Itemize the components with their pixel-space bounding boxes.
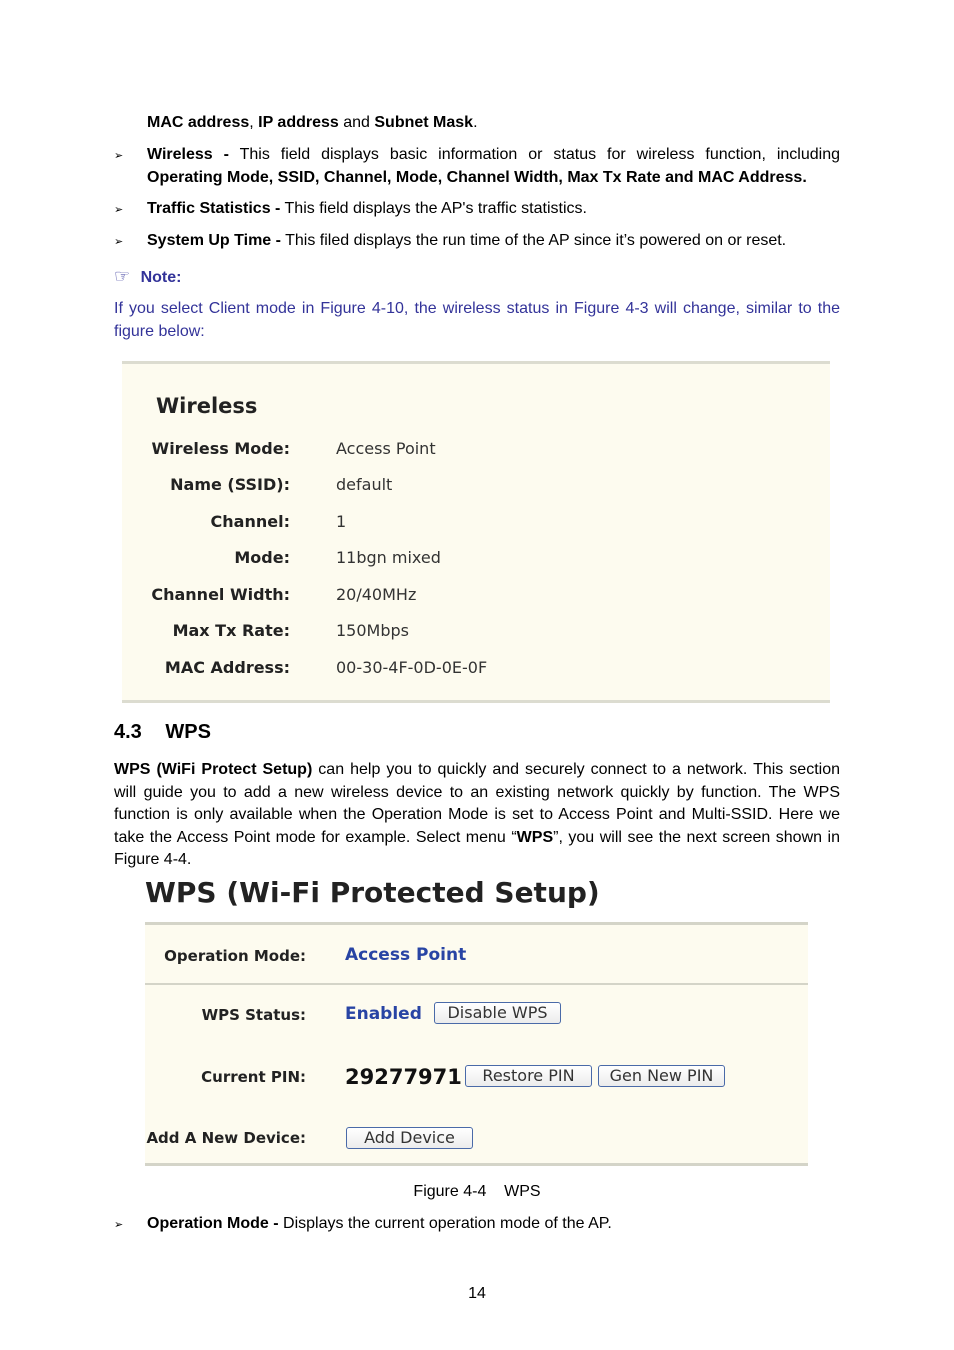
bullet-wireless-term: Wireless - (147, 146, 229, 163)
wps-panel (145, 922, 808, 1166)
wps-status-label: WPS Status: (201, 1006, 306, 1024)
bullet-uptime-term: System Up Time - (147, 232, 281, 249)
wps-term: WPS (WiFi Protect Setup) (114, 761, 313, 778)
operation-mode-label: Operation Mode: (164, 947, 306, 965)
conjunction: and (338, 114, 375, 131)
note-heading (114, 266, 181, 287)
max-tx-rate-value: 150Mbps (336, 621, 409, 640)
ssid-label: Name (SSID): (170, 475, 290, 494)
gen-new-pin-button[interactable]: Gen New PIN (598, 1065, 725, 1087)
bullet-arrow-icon: ➢ (114, 203, 124, 216)
wps-panel-title: WPS (Wi-Fi Protected Setup) (145, 876, 600, 909)
bullet-traffic-text: This field displays the AP's traffic statistics. (280, 200, 587, 217)
paragraph-text-2: ”, you will see the next screen shown in Figure 4-4. (114, 828, 840, 868)
bullet-arrow-icon: ➢ (114, 149, 124, 162)
mode-label: Mode: (234, 548, 290, 567)
section-paragraph (114, 759, 840, 872)
operation-mode-value: Access Point (345, 945, 467, 965)
current-pin-label: Current PIN: (201, 1068, 306, 1086)
bullet-opmode-term: Operation Mode - (147, 1215, 279, 1232)
separator: , (249, 114, 259, 131)
wps-menu-term: WPS (516, 828, 554, 846)
channel-value: 1 (336, 512, 347, 531)
paragraph-text-1: can help you to quickly and securely connect to a network. This section will guide you to add a new wireless device to an existing network quickly by function. The WPS function is only available when the Operation Mode is set to Access Point and Multi-SSID. Here we take the Access Point mode for example. Select menu “ (114, 761, 840, 846)
ssid-value: default (336, 475, 393, 494)
bullet-uptime-text: This filed displays the run time of the AP since it’s powered on or reset. (280, 232, 787, 249)
channel-width-value: 20/40MHz (336, 585, 417, 604)
intro-line (147, 112, 840, 135)
term-subnet-mask: Subnet Mask (374, 114, 474, 131)
term-ip-address: IP address (258, 114, 339, 131)
wps-divider (145, 983, 808, 985)
bullet-wireless-bold-tail: Operating Mode, SSID, Channel, Mode, Channel Width, Max Tx Rate and MAC Address. (147, 168, 807, 186)
note-label: Note: (140, 269, 182, 286)
wireless-panel-title: Wireless (156, 394, 258, 418)
bullet-wireless (147, 144, 840, 189)
bullet-opmode-text: Displays the current operation mode of the AP. (278, 1215, 612, 1232)
mode-value: 11bgn mixed (336, 548, 441, 567)
page-number: 14 (468, 1285, 486, 1302)
section-number: 4.3 (114, 721, 142, 743)
wireless-mode-value: Access Point (336, 439, 436, 458)
channel-width-label: Channel Width: (151, 585, 290, 604)
disable-wps-button[interactable]: Disable WPS (434, 1002, 561, 1024)
wireless-status-panel (122, 361, 830, 703)
bullet-operation-mode (147, 1213, 840, 1236)
bullet-uptime (147, 230, 840, 253)
figure-caption: Figure 4-4 WPS (413, 1183, 541, 1200)
add-device-button[interactable]: Add Device (346, 1127, 473, 1149)
restore-pin-button[interactable]: Restore PIN (465, 1065, 592, 1087)
bullet-traffic-term: Traffic Statistics - (147, 200, 281, 217)
bullet-arrow-icon: ➢ (114, 1218, 124, 1231)
mac-address-value: 00-30-4F-0D-0E-0F (336, 658, 488, 677)
max-tx-rate-label: Max Tx Rate: (172, 621, 290, 640)
pointing-hand-icon: ☞ (114, 266, 131, 287)
section-heading (114, 721, 211, 744)
channel-label: Channel: (210, 512, 290, 531)
current-pin-value: 29277971 (345, 1065, 462, 1089)
bullet-traffic (147, 198, 840, 221)
add-device-label: Add A New Device: (146, 1129, 306, 1147)
term-mac-address: MAC address (147, 114, 250, 131)
mac-address-label: MAC Address: (164, 658, 290, 677)
period: . (473, 114, 478, 131)
note-text: If you select Client mode in Figure 4-10, the wireless status in Figure 4-3 will change, similar to the figure below: (114, 300, 840, 340)
bullet-arrow-icon: ➢ (114, 235, 124, 248)
wireless-mode-label: Wireless Mode: (151, 439, 290, 458)
bullet-wireless-text: This field displays basic information or status for wireless function, including (228, 146, 840, 163)
wps-status-value: Enabled (345, 1004, 422, 1024)
section-title: WPS (165, 721, 211, 743)
